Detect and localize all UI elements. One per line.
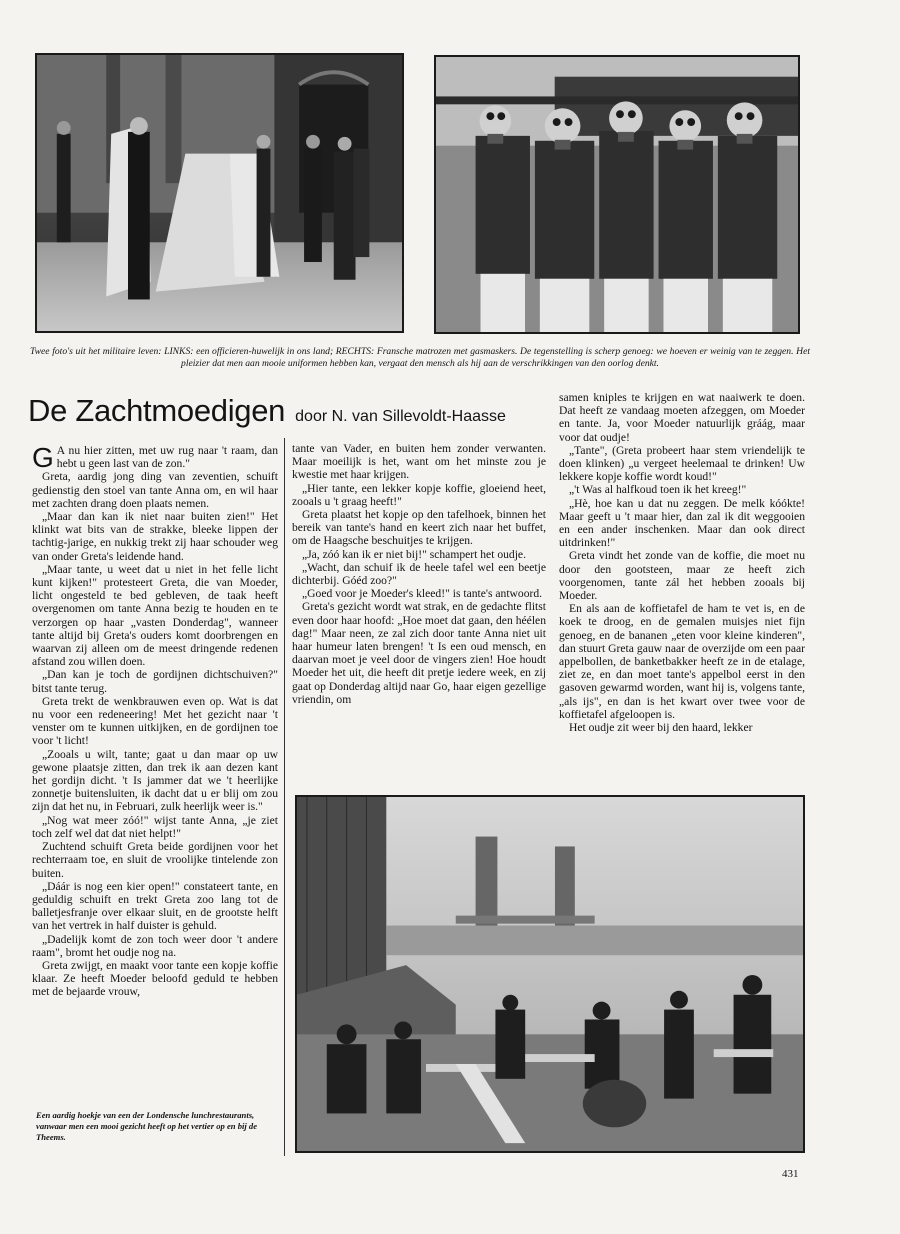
page-number: 431 [782, 1168, 799, 1180]
article-title [28, 393, 568, 429]
paragraph: „Nog wat meer zóó!" wijst tante Anna, „je ziet toch zelf wel dat dat niet helpt!" [32, 813, 278, 840]
photo-caption-top: Twee foto's uit het militaire leven: LINKS: een officieren-huwelijk in ons land; RECHTS: Fransche matrozen met gasmaskers. De tegenstelling is scherp genoeg: we hoeven er weinig van te zeggen. Het pleizier dat men aan mooie uniformen hebben kan, vergaat den mensch als hij aan de verschrikkingen van den oorlog denkt. [30, 346, 810, 369]
paragraph: „Hè, hoe kan u dat nu zeggen. De melk kóókte! Maar geeft u 't maar hier, dan zal ik dit weggooien en een ander inschenken. Maar dan ook direct uitdrinken!" [559, 496, 805, 550]
paragraph: Zuchtend schuift Greta beide gordijnen voor het rechterraam toe, en sluit de vroolijke tintelende zon buiten. [32, 840, 278, 880]
sailors-gas-masks-photo [434, 55, 800, 334]
drop-cap: G [32, 442, 54, 473]
photo-caption-bottom: Een aardig hoekje van een der Londensche lunchrestaurants, vanwaar men een mooi gezicht heeft op het vertier op en bij de Theems. [36, 1110, 258, 1142]
paragraph: „Dan kan je toch de gordijnen dichtschuiven?" bitst tante terug. [32, 668, 278, 695]
paragraph: Greta zwijgt, en maakt voor tante een kopje koffie klaar. Ze heeft Moeder beloofd geduld te hebben met de bejaarde vrouw, [32, 958, 278, 999]
paragraph: Het oudje zit weer bij den haard, lekker [569, 721, 753, 735]
paragraph: G A nu hier zitten, met uw rug naar 't raam, dan hebt u geen last van de zon." [32, 442, 278, 473]
article-column-1 [32, 444, 278, 999]
article-column-3 [559, 391, 805, 734]
paragraph: „Tante", (Greta probeert haar stem vriendelijk te doen klinken) „u vergeet heelemaal te drinken! Uw lekkere kopje koffie wordt koud!" [559, 443, 805, 484]
paragraph: samen kniples te krijgen en wat naaiwerk te doen. Dat heeft ze vandaag moeten afzeggen, om Moeder en tante. Ja, voor Moeder natuurlijk gráág, maar voor dat oudje! [559, 391, 805, 444]
paragraph: Greta's gezicht wordt wat strak, en de gedachte flitst even door haar hoofd: „Hoe moet dat gaan, den héélen dag!" Maar neen, ze zal zich door tante Anna niet uit haar humeur laten brengen! 't Is een oud mensch, en daarvan moet je veel door de vingers zien! Hoe houdt Moeder het uit, die heeft dit pretje iedere week, en zij gaat op Donderdag altijd naar Go, haar eigen gezellige vriendin, om [292, 600, 546, 706]
paragraph: Greta plaatst het kopje op den tafelhoek, binnen het bereik van tante's hand en keert zich naar het buffet, om de Haagsche beschuitjes te krijgen. [292, 508, 546, 548]
article-byline: door N. van Sillevoldt-Haasse [295, 408, 506, 425]
paragraph: „Dadelijk komt de zon toch weer door 't andere raam", bromt het oudje nog na. [32, 932, 278, 959]
paragraph: „Zooals u wilt, tante; gaat u dan maar op uw gewone plaatsje zitten, dan trek ik aan dezen kant het gordijn dicht. 't Is jammer dat we 't heerlijke zonnetje buitensluiten, ik dacht dat u er blij om zou zijn dat het nu, in Februari, zulk heerlijk weer is." [32, 747, 278, 814]
paragraph: tante van Vader, en buiten hem zonder verwanten. Maar moeilijk is het, want om het minste zou je kwestie met haar krijgen. [292, 442, 546, 482]
paragraph: En als aan de koffietafel de ham te vet is, en de koek te droog, en de gemalen muisjes niet fijn genoeg, en de bananen „eten voor kleine kinderen", dan stuurt Greta gauw naar de overzijde om een paar appelbollen, de banketbakker heeft ze in de etalage, ziet ze, en dan moet tante's appelbol eerst in den gasoven gewarmd worden, want hij is, volgens tante, „als ijs", en dan is het kwart over twee voor de koffietafel afgeloopen is. [559, 602, 805, 721]
paragraph: „Hier tante, een lekker kopje koffie, gloeiend heet, zooals u 't graag heeft!" [292, 481, 546, 508]
paragraph: Greta vindt het zonde van de koffie, die moet nu door den gootsteen, maar ze heeft zich voorgenomen, tante zál het hebben zooals bij Moeder. [559, 549, 805, 603]
officer-wedding-photo [35, 53, 404, 333]
paragraph: „'t Was al halfkoud toen ik het kreeg!" [569, 483, 747, 497]
article-title-text: De Zachtmoedigen [28, 393, 286, 428]
paragraph: Greta, aardig jong ding van zeventien, schuift gedienstig den stoel van tante Anna om, en wil haar met zachten drang doen plaats nemen. [32, 470, 278, 510]
london-lunch-terrace-photo [295, 795, 805, 1153]
column-divider [284, 438, 285, 1156]
paragraph: „Wacht, dan schuif ik de heele tafel wel een beetje dichterbij. Góéd zoo?" [292, 560, 546, 588]
paragraph: „Ja, zóó kan ik er niet bij!" schampert het oudje. [302, 547, 526, 561]
paragraph: Greta trekt de wenkbrauwen even op. Wat is dat nu voor een redeneering! Met het gezicht naar 't venster om te kunnen uitkijken, en de gordijnen toe voor 't licht! [32, 694, 278, 748]
paragraph: „Goed voor je Moeder's kleed!" is tante's antwoord. [302, 587, 543, 601]
paragraph: „Dáár is nog een kier open!" constateert tante, en geduldig schuift en trekt Greta zoo lang tot de balletjesfranje over elkaar sluit, en de grootste helft van het vertrek in half duister is gehuld. [32, 879, 278, 933]
paragraph: „Maar dan kan ik niet naar buiten zien!" Het klinkt wat bits van de strakke, bleeke lippen der tachtig-jarige, en nukkig trekt zij haar schouder weg van onder Greta's leidende hand. [32, 510, 278, 563]
paragraph: „Maar tante, u weet dat u niet in het felle licht kunt kijken!" protesteert Greta, die van Moeder, licht ongesteld te bed gebleven, de taak heeft overgenomen om tante Anna bezig te houden en te verzorgen op haar „vasten Donderdag", wanneer tante altijd bij Greta's ouders komt doorbrengen en waarvan zij alleen om de meest dringende redenen afstand zou willen doen. [32, 562, 278, 669]
article-column-2 [292, 442, 546, 706]
